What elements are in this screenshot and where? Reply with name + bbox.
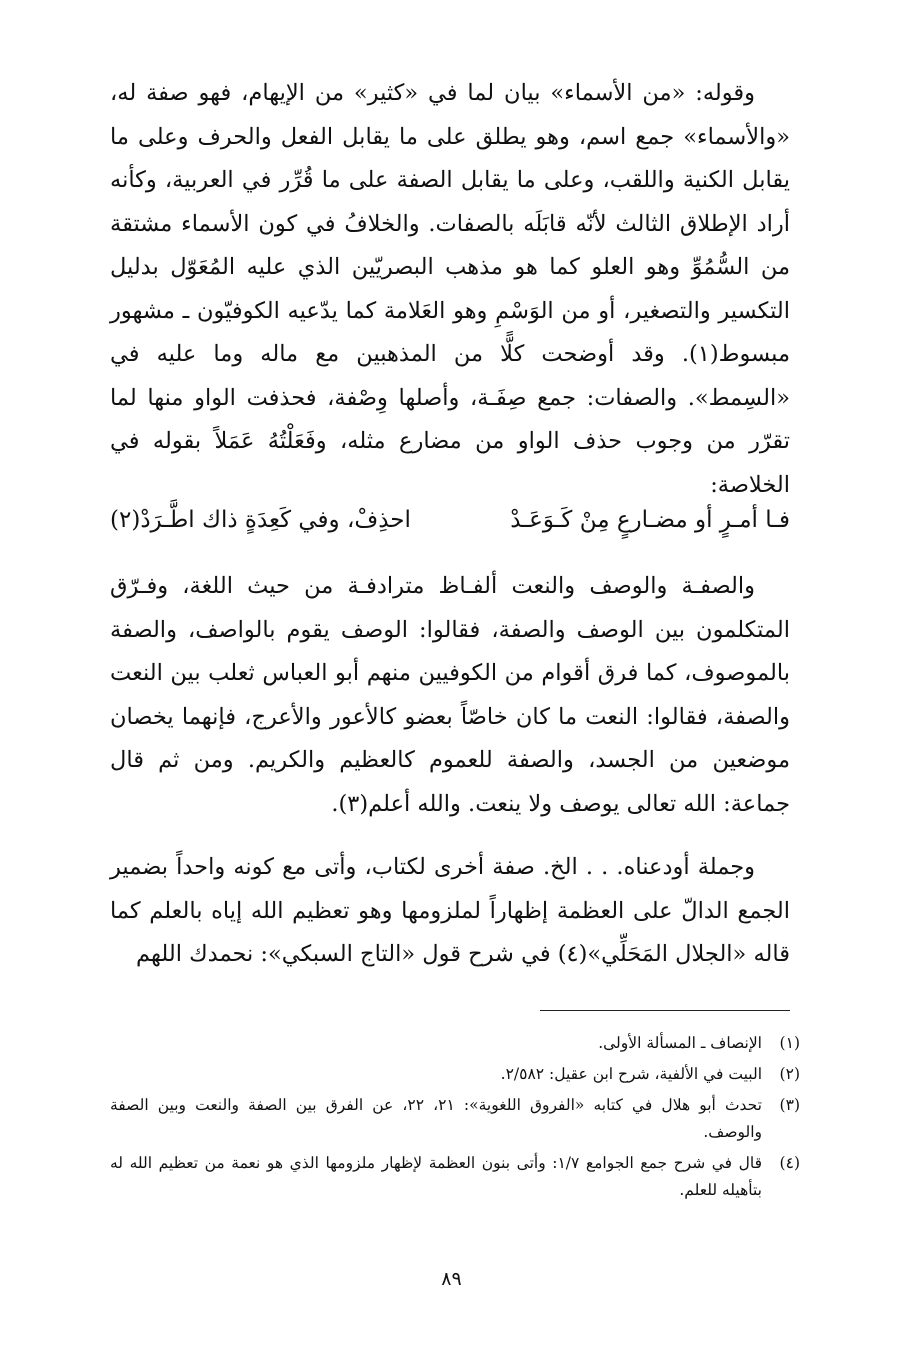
main-text-final: [110, 846, 790, 977]
main-text: [110, 72, 790, 507]
poem-verse: [110, 497, 790, 543]
footnote-number: (١): [779, 1034, 800, 1052]
footnote-item: [110, 1150, 800, 1204]
footnotes: [110, 1030, 800, 1208]
footnote-text: الإنصاف ـ المسألة الأولى.: [598, 1034, 762, 1052]
main-text-continued: [110, 565, 790, 826]
footnote-number: (٣): [779, 1096, 800, 1114]
footnote-text: تحدث أبو هلال في كتابه «الفروق اللغوية»: ٢١، ٢٢، عن الفرق بين الصفة والنعت وبين الصفة والوصف.: [110, 1096, 762, 1141]
footnote-separator: [540, 1010, 790, 1011]
footnote-item: [110, 1030, 800, 1057]
paragraph-3: وجملة أودعناه. . . الخ. صفة أخرى لكتاب، وأتى مع كونه واحداً بضمير الجمع الدالّ على العظمة إظهاراً لملزومها وهو تعظيم الله إياه بالعلم كما قاله «الجلال المَحَلِّي»(٤) في شرح قول «التاج السبكي»: نحمدك اللهم: [110, 854, 790, 967]
paragraph-1: وقوله: «من الأسماء» بيان لما في «كثير» من الإيهام، فهو صفة له، «والأسماء» جمع اسم، وهو يطلق على ما يقابل الفعل والحرف وعلى ما يقابل الكنية واللقب، وعلى ما يقابل الصفة على ما قُرِّر في العربية، وكأنه أراد الإطلاق الثالث لأنّه قابَلَه بالصفات. والخلافُ في كون الأسماء مشتقة من السُّمُوِّ وهو العلو كما هو مذهب البصريّين الذي عليه المُعَوّل بدليل التكسير والتصغير، أو من الوَسْمِ وهو العَلامة كما يدّعيه الكوفيّون ـ مشهور مبسوط(١). وقد أوضحت كلًّا من المذهبين مع ماله وما عليه في «السِمط». والصفات: جمع صِفَـة، وأصلها وِصْفة، فحذفت الواو منها لما تقرّر من وجوب حذف الواو من مضارع مثله، وفَعَلْتُهُ عَمَلاً بقوله في الخلاصة:: [110, 80, 790, 498]
poem-second-hemistich: احذِفْ، وفي كَعِدَةٍ ذاك اطَّـرَدْ(٢): [110, 507, 411, 533]
poem-first-hemistich: فـا أمـرٍ أو مضـارعٍ مِنْ كَـوَعَـدْ: [510, 507, 790, 533]
footnote-number: (٢): [779, 1065, 800, 1083]
footnote-text: قال في شرح جمع الجوامع ١/٧: وأتى بنون العظمة لإظهار ملزومها الذي هو نعمة من تعظيم الله له بتأهيله للعلم.: [110, 1154, 762, 1199]
paragraph-2: والصفـة والوصف والنعت ألفـاظ مترادفـة من حيث اللغة، وفـرّق المتكلمون بين الوصف والصفة، فقالوا: الوصف يقوم بالواصف، والصفة بالموصوف، كما فرق أقوام من الكوفيين منهم أبو العباس ثعلب بين النعت والصفة، فقالوا: النعت ما كان خاصّاً بعضو كالأعور والأعرج، فإنهما يخصان موضعين من الجسد، والصفة للعموم كالعظيم والكريم. ومن ثم قال جماعة: الله تعالى يوصف ولا ينعت. والله أعلم(٣).: [110, 573, 790, 817]
footnote-item: [110, 1061, 800, 1088]
footnote-text: البيت في الألفية، شرح ابن عقيل: ٢/٥٨٢.: [500, 1065, 762, 1083]
footnote-item: [110, 1092, 800, 1146]
page-number: ٨٩: [441, 1268, 462, 1290]
footnote-number: (٤): [779, 1154, 800, 1172]
